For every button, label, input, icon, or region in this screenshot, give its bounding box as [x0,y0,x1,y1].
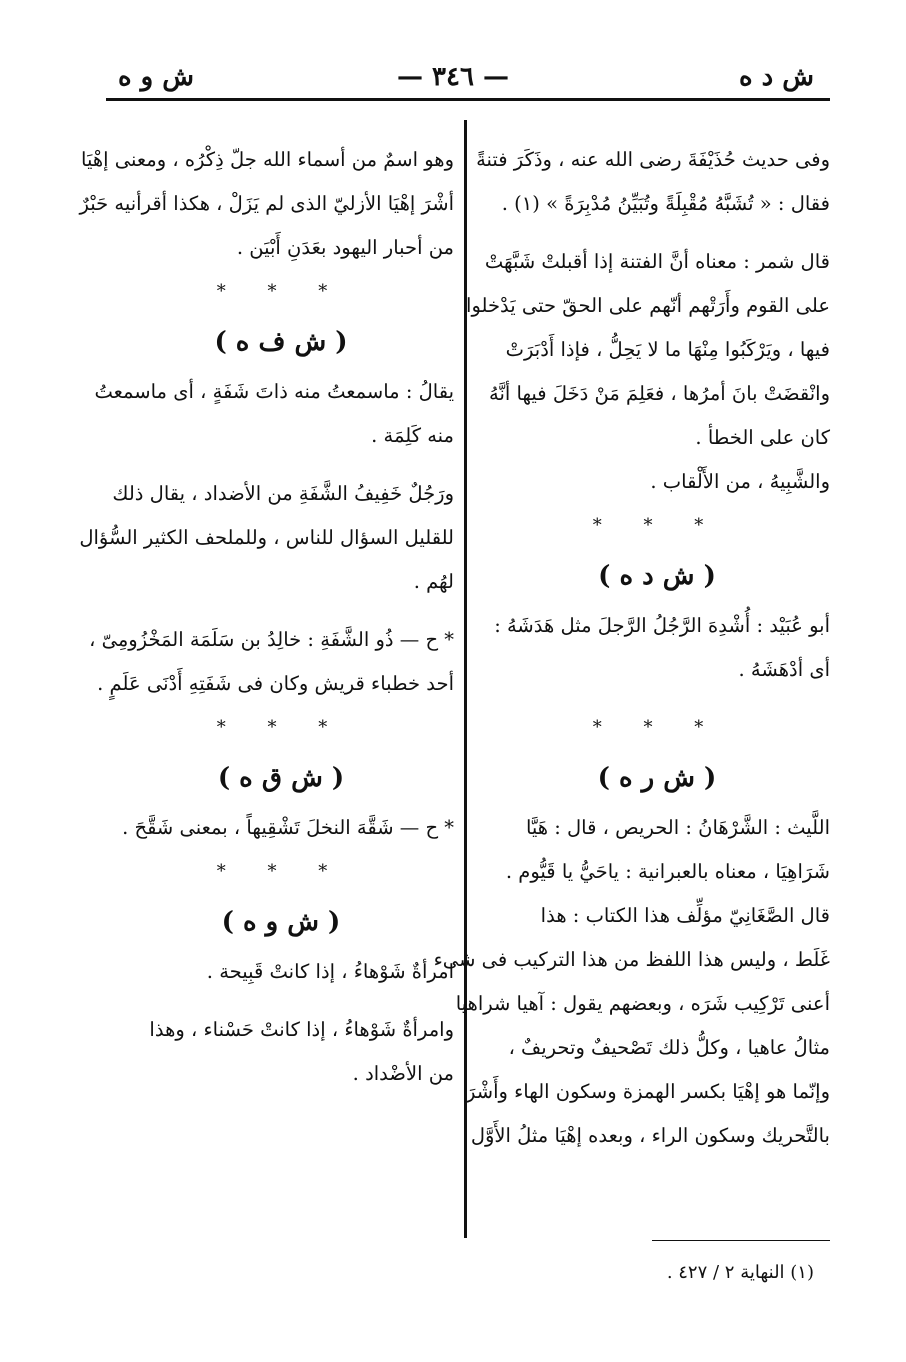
text-line: أبو عُبَيْد : أُشْدِهَ الرَّجُلُ الرَّجلَ مثل هَدَشَهُ : [494,614,830,637]
text-line: لهُم . [413,570,454,593]
text-line: للقليل السؤال للناس ، وللملحف الكثير السُّؤال [79,526,454,549]
text-line: منه كَلِمَة . [371,424,454,447]
page-number: — ٣٤٦ — [396,62,510,92]
text-line: شَرَاهِيَا ، معناه بالعبرانية : ياحَيُّ يا قَيُّوم . [505,860,830,883]
text-line: مثالُ عاهيا ، وكلُّ ذلك تَصْحيفٌ وتحريفٌ ، [508,1036,830,1059]
paragraph-gap [108,458,454,472]
footnote-rule [652,1240,830,1241]
paragraph-gap [484,692,830,706]
text-line: غَلَط ، وليس هذا اللفظ من هذا التركيب فى شىء [433,948,830,971]
footnote: (١) النهاية ٢ / ٤٢٧ . [666,1262,814,1283]
paragraph-gap [108,994,454,1008]
section-separator: * * * [216,861,346,882]
section-separator: * * * [216,281,346,302]
text-line: أشْرَ إهْيَا الأزليّ الذى لم يَزَلْ ، هكذا أقرأنيه حَبْرٌ [79,192,454,215]
entry-heading: ( ش ف ه ) [214,327,348,357]
text-line: أعنى تَرْكِيب شَرَه ، وبعضهم يقول : آهيا شراهيا [455,992,830,1015]
text-line: أى أدْهَشَهُ . [738,658,830,681]
paragraph-gap [484,226,830,240]
text-line: أحد خطباء قريش وكان فى شَفَتِهِ أَدْنَى عَلَمٍ . [97,672,454,695]
section-separator: * * * [592,717,722,738]
text-line: والشَّبِيهُ ، من الأَلْقاب . [650,470,830,493]
text-line: بالتَّحريك وسكون الراء ، وبعده إهْيَا مثلُ الأَوَّل [470,1124,830,1147]
text-line: فيها ، ويَرْكَبُوا مِنْهَا ما لا يَحِلُّ ، فإذا أَدْبَرَتْ [505,338,830,361]
text-line: فقال : « تُشَبَّهُ مُقْبِلَةً وتُبَيِّنُ مُدْبِرَةً » (١) . [501,192,830,215]
text-line: يقالُ : ماسمعتُ منه ذاتَ شَفَةٍ ، أى ماسمعتُ [94,380,454,403]
text-line: وإنّما هو إهْيَا بكسر الهمزة وسكون الهاء وأَشْرَ [465,1080,830,1103]
paragraph-gap [108,604,454,618]
text-line: من الأضْداد . [352,1062,454,1085]
text-line: وهو اسمٌ من أسماء الله جلّ ذِكْرُه ، ومعنى إهْيَا [81,148,454,171]
entry-heading: ( ش ر ه ) [597,763,717,793]
left-column [79,138,454,1096]
header-root-right: ش د ه [738,62,814,92]
entry-heading: ( ش د ه ) [598,561,716,591]
text-line: * ح — ذُو الشَّفَةِ : خالِدُ بن سَلَمَة المَخْزُومِىّ ، [89,628,454,651]
text-line: كان على الخطأ . [695,426,830,449]
text-line: قال شمر : معناه أنَّ الفتنة إذا أقبلتْ شَبَّهَتْ [484,250,830,273]
text-line: وامرأةٌ شَوْهاءُ ، إذا كانتْ حَسْناء ، وهذا [149,1018,454,1041]
header-root-left: ش و ه [118,62,195,92]
text-line: على القوم وأَرَتْهم أنّهم على الحقّ حتى يَدْخلوا [466,294,830,317]
text-line: * ح — شَقَّهَ النخلَ تَشْقِيهاً ، بمعنى شَقَّحَ . [122,816,454,839]
text-line: من أحبار اليهود بعَدَنِ أَبْيَن . [236,236,454,259]
entry-heading: ( ش و ه ) [221,907,341,937]
entry-heading: ( ش ق ه ) [217,763,345,793]
right-column [433,138,830,1158]
text-line: وفى حديث حُذَيْفَةَ رضى الله عنه ، وذَكَرَ فتنةً [476,148,830,171]
section-separator: * * * [592,515,722,536]
text-line: وانْقضَتْ بانَ أمرُها ، فعَلِمَ مَنْ دَخَلَ فيها أنَّهُ [489,382,830,405]
header-rule [106,98,830,101]
text-line: قال الصَّغَانِيّ مؤلِّف هذا الكتاب : هذا [540,904,830,927]
text-line: اللَّيث : الشَّرْهَانُ : الحريص ، قال : هَيَّا [525,816,830,839]
text-line: امرأةٌ شَوْهاءُ ، إذا كانتْ قَبِيحة . [206,960,454,983]
text-line: ورَجُلٌ خَفِيفُ الشَّفَةِ من الأضداد ، يقال ذلك [112,482,454,505]
section-separator: * * * [216,717,346,738]
